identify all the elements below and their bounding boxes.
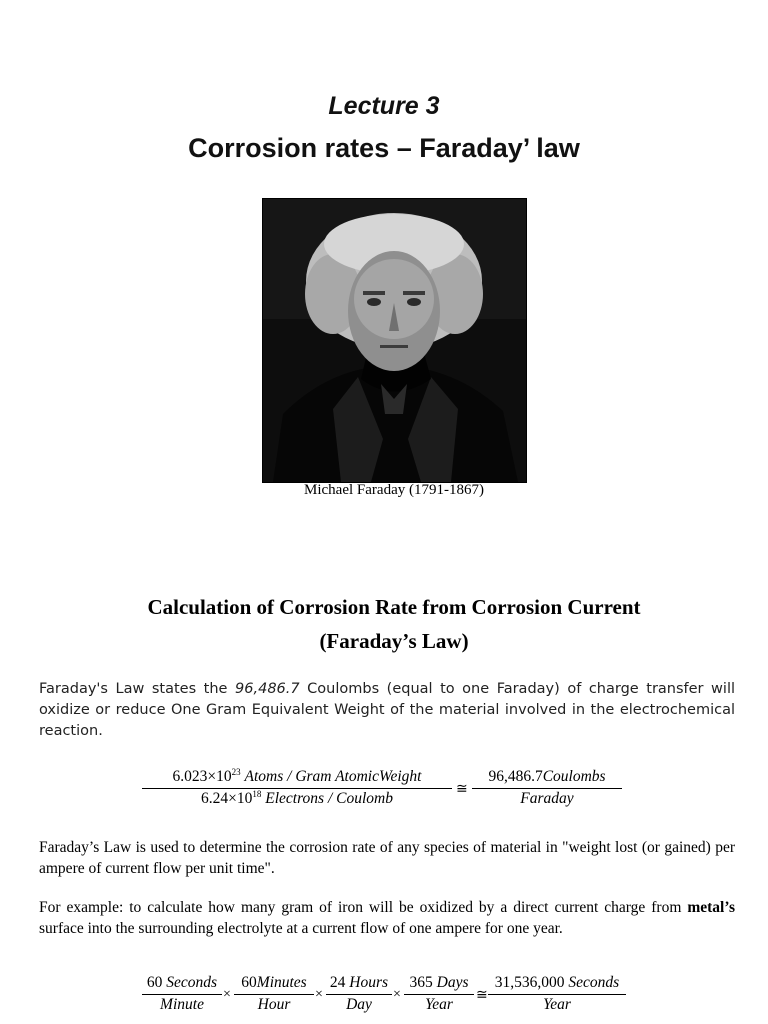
eq1-den-unit: Electrons / Coulomb bbox=[265, 790, 393, 807]
example-paragraph bbox=[39, 897, 735, 939]
para1-faraday-constant: 96,486.7 bbox=[235, 681, 300, 697]
portrait-illustration bbox=[263, 199, 526, 482]
eq2-f5-value: 31,536,000 bbox=[494, 974, 565, 991]
eq1-right-value: 96,486.7 bbox=[488, 768, 543, 785]
eq1-right-denominator bbox=[472, 789, 622, 808]
eq1-left-fraction bbox=[142, 768, 452, 808]
eq1-left-numerator bbox=[142, 768, 452, 788]
eq2-f1-den-unit: Minute bbox=[160, 996, 204, 1013]
eq2-fraction-minutes-per-hour bbox=[234, 974, 314, 1014]
eq2-f5-denominator bbox=[488, 995, 626, 1014]
times-symbol: × bbox=[223, 987, 231, 1002]
eq1-left-denominator bbox=[142, 789, 452, 808]
eq2-f2-numerator bbox=[234, 974, 314, 994]
eq2-f2-den-unit: Hour bbox=[257, 996, 291, 1013]
eq2-f4-denominator bbox=[404, 995, 474, 1014]
eq1-right-fraction bbox=[472, 768, 622, 808]
eq1-right-unit: Coulombs bbox=[542, 768, 606, 785]
times-symbol: × bbox=[393, 987, 401, 1002]
eq2-f1-denominator bbox=[142, 995, 222, 1014]
faraday-law-statement bbox=[39, 679, 735, 742]
para1-text-a: Faraday's Law states the bbox=[39, 681, 236, 697]
portrait-caption: Michael Faraday (1791-1867) bbox=[304, 482, 484, 498]
eq2-f3-denominator bbox=[326, 995, 392, 1014]
eq2-f2-denominator bbox=[234, 995, 314, 1014]
eq1-num-exponent: 23 bbox=[231, 766, 241, 777]
eq2-f5-unit: Seconds bbox=[568, 974, 620, 991]
times-symbol: × bbox=[315, 987, 323, 1002]
para3-text-a: For example: to calculate how many gram of iron will be oxidized by a direct current charge from bbox=[39, 899, 688, 916]
eq1-den-exponent: 18 bbox=[252, 788, 262, 799]
section-title-line2: (Faraday’s Law) bbox=[319, 629, 469, 653]
para3-text-b: surface into the surrounding electrolyte at a current flow of one ampere for one year. bbox=[39, 920, 563, 937]
approx-equal-symbol: ≅ bbox=[476, 988, 488, 1003]
eq2-f4-unit: Days bbox=[436, 974, 469, 991]
faraday-portrait-image bbox=[262, 198, 527, 483]
lecture-number: Lecture 3 bbox=[328, 92, 440, 120]
eq2-f1-value: 60 bbox=[146, 974, 163, 991]
faraday-law-usage: Faraday’s Law is used to determine the corrosion rate of any species of material in "weight lost (or gained) per ampere of current flow per unit time". bbox=[39, 839, 735, 877]
eq2-f2-value: 60 bbox=[241, 974, 257, 991]
eq1-right-den-unit: Faraday bbox=[520, 790, 574, 807]
eq2-f4-den-unit: Year bbox=[425, 996, 453, 1013]
section-title-line1: Calculation of Corrosion Rate from Corrosion Current bbox=[147, 595, 641, 619]
section-title bbox=[0, 590, 768, 658]
eq2-f5-numerator bbox=[488, 974, 626, 994]
eq2-f4-numerator bbox=[404, 974, 474, 994]
eq2-f4-value: 365 bbox=[409, 974, 433, 991]
eq2-f1-unit: Seconds bbox=[166, 974, 218, 991]
para1-text-b: Coulombs (equal to one Faraday) of charge transfer will oxidize or reduce One Gram Equivalent Weight of the material involved in the electrochemical reaction. bbox=[39, 681, 736, 739]
eq2-fraction-hours-per-day bbox=[326, 974, 392, 1014]
eq2-f5-den-unit: Year bbox=[543, 996, 571, 1013]
eq2-f3-value: 24 bbox=[329, 974, 346, 991]
eq2-fraction-days-per-year bbox=[404, 974, 474, 1014]
eq2-fraction-seconds-per-minute bbox=[142, 974, 222, 1014]
approx-equal-symbol: ≅ bbox=[456, 782, 468, 797]
page-title: Corrosion rates – Faraday’ law bbox=[188, 133, 580, 163]
eq2-f2-unit: Minutes bbox=[256, 974, 307, 991]
eq2-f3-numerator bbox=[326, 974, 392, 994]
eq2-f3-den-unit: Day bbox=[346, 996, 372, 1013]
eq1-num-coefficient: 6.023×10 bbox=[172, 768, 232, 785]
para3-metal-word: metal’s bbox=[687, 899, 735, 916]
eq1-den-coefficient: 6.24×10 bbox=[201, 790, 253, 807]
eq1-right-numerator bbox=[472, 768, 622, 788]
eq2-f3-unit: Hours bbox=[349, 974, 389, 991]
eq1-num-unit: Atoms / Gram AtomicWeight bbox=[244, 768, 422, 785]
eq2-f1-numerator bbox=[142, 974, 222, 994]
eq2-fraction-seconds-per-year bbox=[488, 974, 626, 1014]
